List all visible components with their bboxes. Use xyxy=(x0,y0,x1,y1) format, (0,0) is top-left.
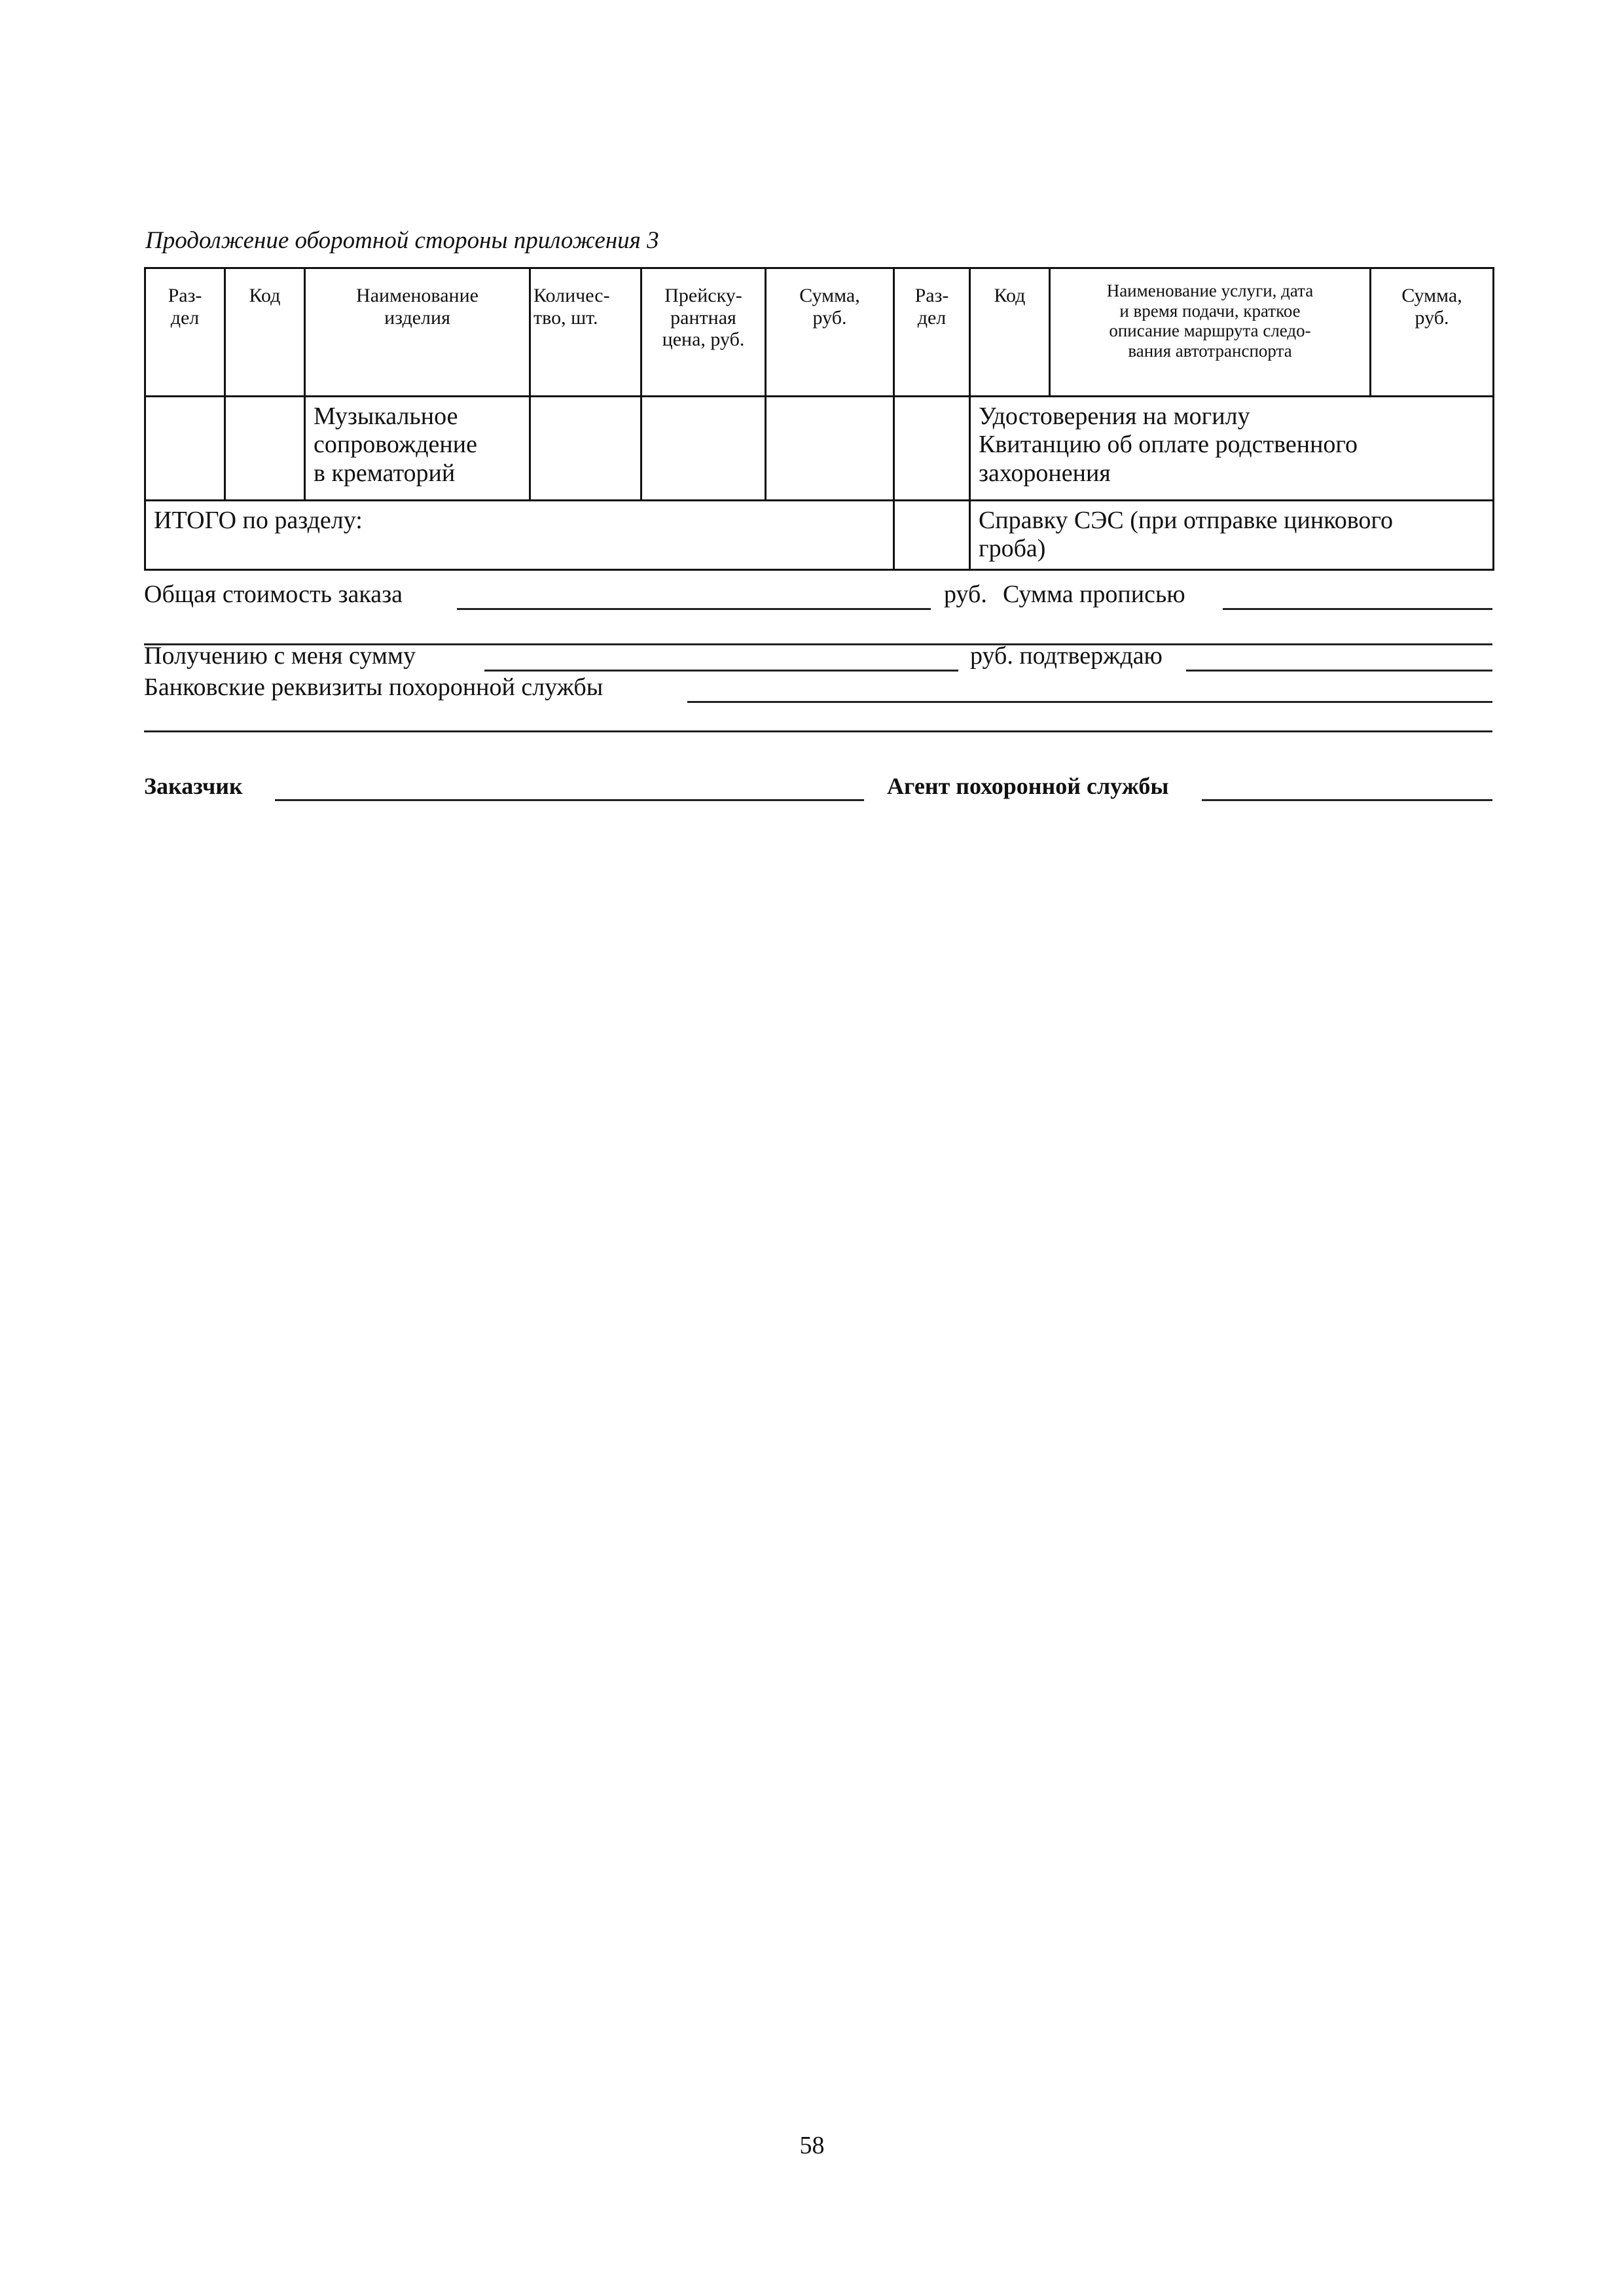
header-cell: Код xyxy=(225,268,305,397)
table-cell xyxy=(225,397,305,501)
header-cell: Раз- дел xyxy=(145,268,225,397)
signature-line xyxy=(144,772,1492,805)
header-cell: Наименование услуги, дата и время подачи, краткое описание маршрута следо- вания автотранспорта xyxy=(1050,268,1371,397)
section-total-label: ИТОГО по разделу: xyxy=(154,507,363,534)
table-cell xyxy=(894,397,970,501)
header-cell: Наименование изделия xyxy=(305,268,530,397)
header-cell: Сумма, руб. xyxy=(1371,268,1494,397)
table-cell xyxy=(305,397,530,501)
bank-details-line xyxy=(144,674,1492,707)
header-cell: Количес- тво, шт. xyxy=(530,268,641,397)
customer-signature-field[interactable] xyxy=(275,799,864,801)
confirm-label: руб. подтверждаю xyxy=(970,642,1163,670)
received-sum-field[interactable] xyxy=(484,670,958,672)
customer-label: Заказчик xyxy=(144,773,243,799)
table-cell xyxy=(766,397,894,501)
bank-details-field[interactable] xyxy=(687,701,1492,703)
total-cost-label: Общая стоимость заказа xyxy=(144,581,403,608)
service-list: Удостоверения на могилу Квитанцию об оплате родственного захоронения xyxy=(979,403,1358,487)
bank-details-label: Банковские реквизиты похоронной службы xyxy=(144,673,604,701)
table-row xyxy=(145,501,1494,570)
product-name: Музыкальное сопровождение в крематорий xyxy=(314,403,477,487)
sum-words-field[interactable] xyxy=(1223,608,1492,610)
table-row xyxy=(145,397,1494,501)
table-header-row xyxy=(145,268,1494,397)
header-cell: Код xyxy=(970,268,1050,397)
header-cell: Прейску- рантная цена, руб. xyxy=(641,268,766,397)
total-cost-line xyxy=(144,581,1492,614)
agent-signature-field[interactable] xyxy=(1202,799,1492,801)
bank-details-continuation-field[interactable] xyxy=(144,730,1492,732)
received-label: Получению с меня сумму xyxy=(144,642,416,670)
page-number: 58 xyxy=(799,2132,825,2159)
confirm-field[interactable] xyxy=(1186,670,1492,672)
table-cell xyxy=(530,397,641,501)
header-cell: Сумма, руб. xyxy=(766,268,894,397)
header-cell: Раз- дел xyxy=(894,268,970,397)
table-cell xyxy=(970,397,1494,501)
table-cell xyxy=(145,501,894,570)
table-cell xyxy=(970,501,1494,570)
total-cost-field[interactable] xyxy=(457,608,931,610)
sum-words-label: Сумма прописью xyxy=(1003,581,1185,608)
service-list: Справку СЭС (при отправке цинкового гроба) xyxy=(979,507,1394,563)
agent-label: Агент похоронной службы xyxy=(887,773,1169,799)
rub-label: руб. xyxy=(944,581,987,608)
received-sum-line xyxy=(144,643,1492,675)
table-cell xyxy=(894,501,970,570)
page-caption: Продолжение оборотной стороны приложения 3 xyxy=(145,227,659,254)
table-cell xyxy=(145,397,225,501)
table-cell xyxy=(641,397,766,501)
order-table xyxy=(144,267,1494,571)
